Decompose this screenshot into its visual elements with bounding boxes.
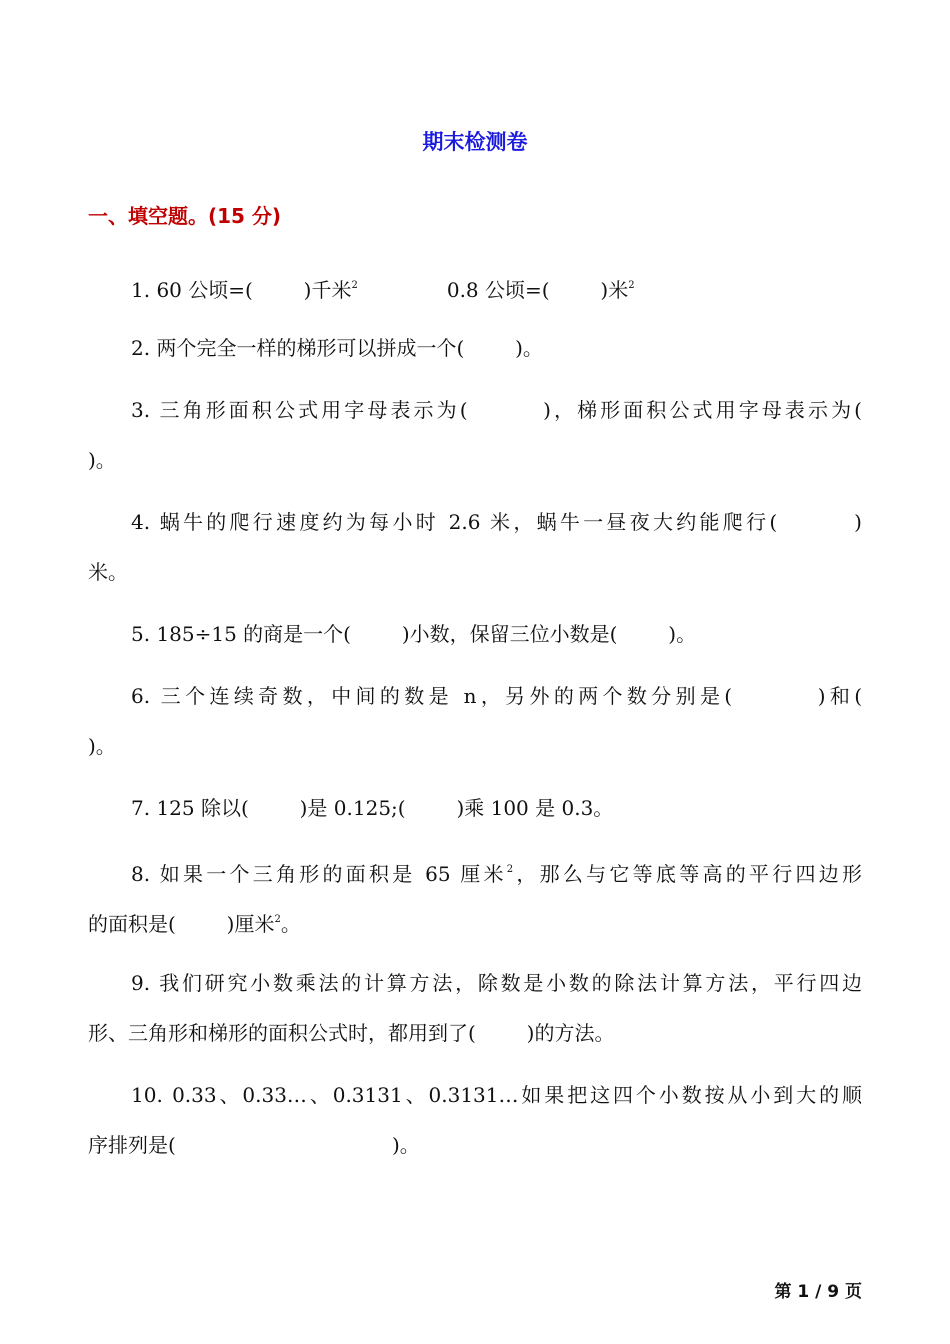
text-segment: 6. 三个连续奇数，中间的数是 n，另外的两个数分别是( )和( bbox=[131, 684, 862, 708]
page-number: 第 1 / 9 页 bbox=[774, 1282, 862, 1302]
text-segment: 0.8 公顷=( )米 bbox=[357, 278, 629, 302]
text-segment: )。 bbox=[88, 734, 116, 758]
question-line bbox=[88, 682, 862, 710]
text-segment: 2. 两个完全一样的梯形可以拼成一个( )。 bbox=[131, 336, 543, 360]
text-segment: ，那么与它等底等高的平行四边形 bbox=[513, 862, 863, 886]
question-line bbox=[88, 620, 862, 648]
superscript: 2 bbox=[628, 280, 635, 291]
text-segment: 3. 三角形面积公式用字母表示为( )，梯形面积公式用字母表示为( bbox=[131, 398, 862, 422]
text-segment: 1. 60 公顷=( )千米 bbox=[131, 278, 352, 302]
question-line bbox=[88, 856, 862, 888]
text-segment: 形、三角形和梯形的面积公式时，都用到了( )的方法。 bbox=[88, 1021, 615, 1045]
text-segment: 米。 bbox=[88, 560, 128, 584]
document-title: 期末检测卷 bbox=[422, 130, 528, 154]
question-line bbox=[88, 732, 862, 760]
text-segment: )。 bbox=[88, 448, 116, 472]
question-line bbox=[88, 558, 862, 586]
text-segment: 5. 185÷15 的商是一个( )小数，保留三位小数是( )。 bbox=[131, 622, 697, 646]
question-line bbox=[88, 1081, 862, 1109]
question-line bbox=[88, 334, 862, 362]
text-segment: 4. 蜗牛的爬行速度约为每小时 2.6 米，蜗牛一昼夜大约能爬行( ) bbox=[131, 510, 862, 534]
superscript: 2 bbox=[351, 280, 358, 291]
superscript: 2 bbox=[274, 914, 281, 925]
section-heading: 一、填空题。(15 分) bbox=[88, 204, 282, 228]
question-line bbox=[88, 508, 862, 536]
text-segment: 。 bbox=[280, 912, 301, 936]
question-line bbox=[88, 1131, 862, 1159]
question-line bbox=[88, 446, 862, 474]
question-line bbox=[88, 906, 862, 938]
text-segment: 的面积是( )厘米 bbox=[88, 912, 275, 936]
question-line bbox=[88, 396, 862, 424]
question-line bbox=[88, 794, 862, 822]
question-line bbox=[88, 1019, 862, 1047]
text-segment: 9. 我们研究小数乘法的计算方法，除数是小数的除法计算方法，平行四边 bbox=[131, 971, 862, 995]
superscript: 2 bbox=[506, 864, 514, 875]
text-segment: 10. 0.33、0.33…、0.3131、0.3131…如果把这四个小数按从小到大的顺 bbox=[131, 1083, 862, 1107]
question-line bbox=[88, 272, 862, 304]
text-segment: 8. 如果一个三角形的面积是 65 厘米 bbox=[131, 862, 507, 886]
question-line bbox=[88, 969, 862, 997]
text-segment: 7. 125 除以( )是 0.125;( )乘 100 是 0.3。 bbox=[131, 796, 614, 820]
text-segment: 序排列是( )。 bbox=[88, 1133, 420, 1157]
